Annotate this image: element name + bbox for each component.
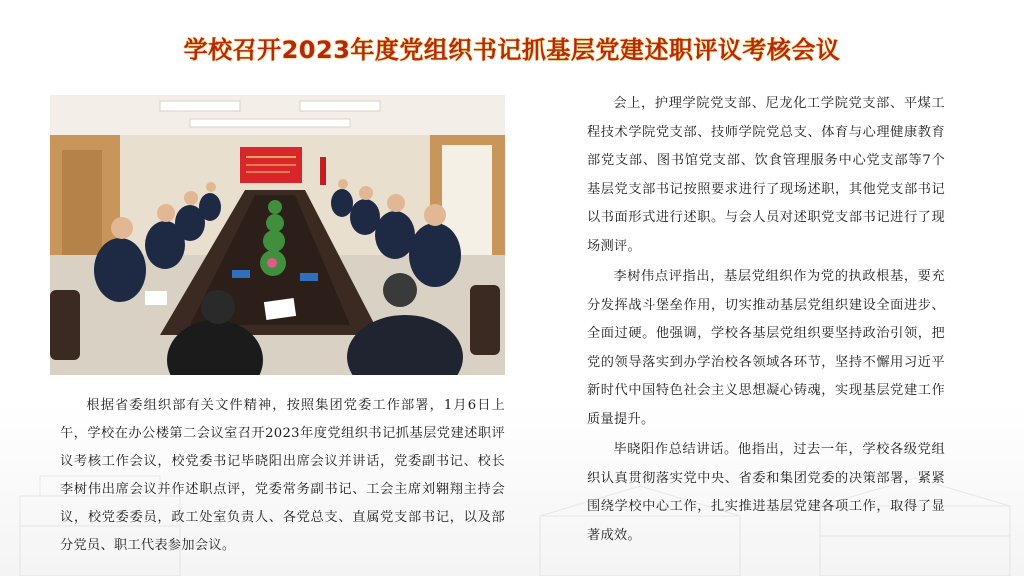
paragraph-summary: 毕晓阳作总结讲话。他指出，过去一年，学校各级党组织认真贯彻落实党中央、省委和集团党委的决策部署，紧紧围绕学校中心工作，扎实推进基层党建各项工作，取得了显著成效。 (587, 442, 945, 543)
meeting-photo (50, 95, 505, 375)
left-column (60, 392, 505, 560)
paragraph-comments: 李树伟点评指出，基层党组织作为党的执政根基，要充分发挥战斗堡垒作用，切实推动基层党组织建设全面进步、全面过硬。他强调，学校各基层党组织要坚持政治引领，把党的领导落实到办学治校各领域各环节，坚持不懈用习近平新时代中国特色社会主义思想凝心铸魂，实现基层党建工作质量提升。 (587, 269, 945, 427)
meeting-photo-illustration (50, 95, 505, 375)
right-column (587, 90, 945, 552)
paragraph-reporting: 会上，护理学院党支部、尼龙化工学院党支部、平煤工程技术学院党支部、技师学院党总支、体育与心理健康教育部党支部、图书馆党支部、饮食管理服务中心党支部等7个基层党支部书记按照要求进行了现场述职，其他党支部书记以书面形式进行述职。与会人员对述职党支部书记进行了现场测评。 (587, 96, 945, 254)
paragraph-intro: 根据省委组织部有关文件精神，按照集团党委工作部署，1月6日上午，学校在办公楼第二会议室召开2023年度党组织书记抓基层党建述职评议考核工作会议，校党委书记毕晓阳出席会议并讲话，党委副书记、校长李树伟出席会议并作述职点评，党委常务副书记、工会主席刘翱翔主持会议，校党委委员，政工处室负责人、各党总支、直属党支部书记，以及部分党员、职工代表参加会议。 (60, 398, 505, 553)
page-title: 学校召开2023年度党组织书记抓基层党建述职评议考核会议 (183, 36, 841, 64)
